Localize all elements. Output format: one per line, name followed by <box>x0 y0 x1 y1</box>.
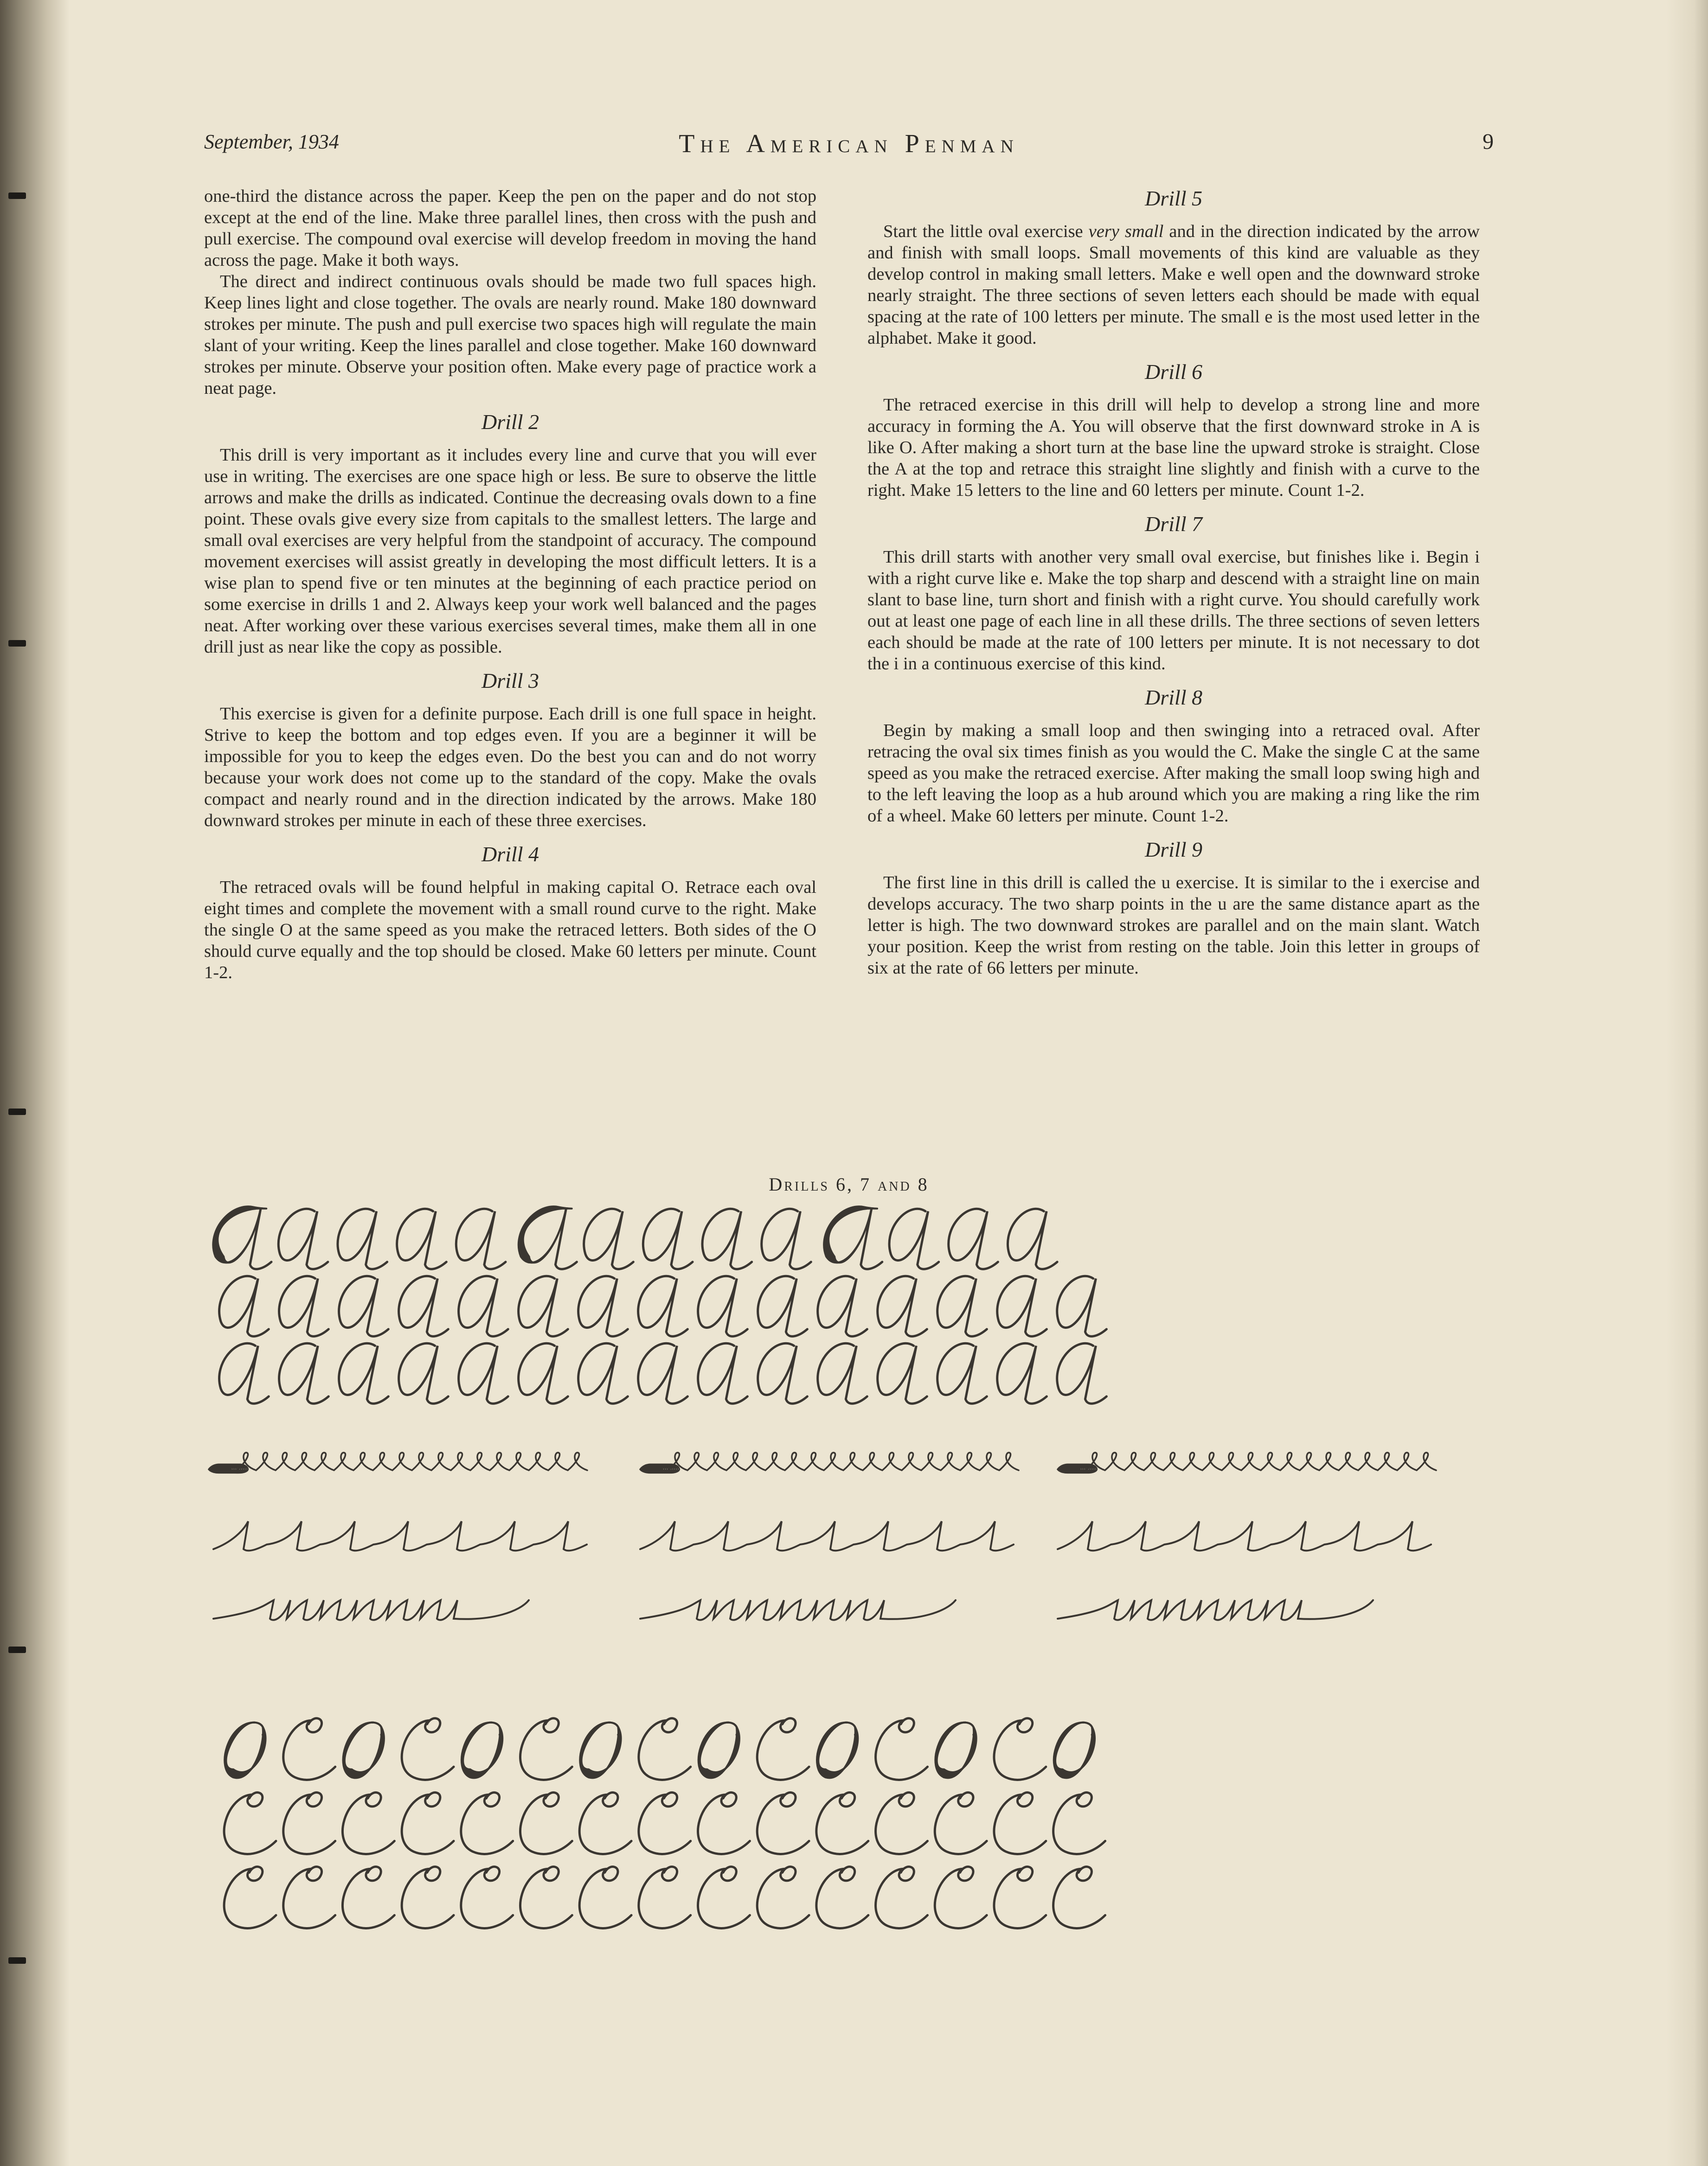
plate-caption: Drills 6, 7 and 8 <box>769 1174 929 1195</box>
drill-9-heading: Drill 9 <box>1145 838 1202 861</box>
script-a-row <box>213 1206 1057 1269</box>
left-column <box>204 186 816 983</box>
penmanship-specimen-drawing <box>204 1192 1494 2120</box>
drill-5-text-start: Start the little oval exercise <box>883 222 1089 241</box>
binding-tick-mark <box>8 192 26 199</box>
drill-5-emphasis: very small <box>1088 222 1164 241</box>
i-exercise-row <box>213 1521 1431 1551</box>
u-exercise-row <box>213 1600 1373 1620</box>
drill-8-heading: Drill 8 <box>1145 686 1202 709</box>
drill-4-text: The retraced ovals will be found helpful in making capital O. Retrace each oval eight times and complete the movement with a small round curve to the right. Make the single O at the same speed as you make the retraced letters. Both sides of the O should curve equally and the top should be closed. Make 60 letters per minute. Count 1-2. <box>204 878 816 982</box>
intro-paragraph: The direct and indirect continuous ovals should be made two full spaces high. Keep lines light and close together. The ovals are nearly round. Make 180 downward strokes per minute. The push and pull exercise two spaces high will regulate the main slant of your writing. Keep the lines parallel and close together. Make 160 downward strokes per minute. Observe your position often. Make every page of practice work a neat page. <box>204 272 816 398</box>
drill-6-heading: Drill 6 <box>1145 360 1202 384</box>
drill-6-text: The retraced exercise in this drill will help to develop a strong line and more accuracy in forming the A. You will observe that the first downward stroke in A is like O. After making a short turn at the base line the upward stroke is straight. Close the A at the top and retrace this straight line slightly and finish with a curve to the right. Make 15 letters to the line and 60 letters per minute. Count 1-2. <box>867 395 1480 500</box>
script-a-row <box>219 1276 1107 1336</box>
binding-tick-mark <box>8 1647 26 1653</box>
drill-2-text: This drill is very important as it includes every line and curve that you will ever use in writing. The exercises are one space high or less. Be sure to observe the little arrows and make the drills as indicated. Continue the decreasing ovals down to a fine point. These ovals give every size from capitals to the smallest letters. The large and small oval exercises are very helpful from the standpoint of accuracy. The compound movement exercises will assist greatly in developing the most difficult letters. It is a wise plan to spend five or ten minutes at the beginning of each practice period on some exercise in drills 1 and 2. Always keep your work well balanced and the pages neat. After working over these various exercises several times, make them all in one drill just as near like the copy as possible. <box>204 445 816 657</box>
publication-title: The American Penman <box>679 129 1019 158</box>
drill-5-heading: Drill 5 <box>1145 186 1202 210</box>
drill-4-heading: Drill 4 <box>482 842 539 866</box>
drill-2-heading: Drill 2 <box>482 410 539 434</box>
drill-8-text: Begin by making a small loop and then swinging into a retraced oval. After retracing the oval six times finish as you would the C. Make the single C at the same speed as you make the retraced exercise. After making the small loop swing high and to the left leaving the loop as a hub around which you are making a ring like the rim of a wheel. Make 60 letters per minute. Count 1-2. <box>867 721 1480 826</box>
drill-3-text: This exercise is given for a definite purpose. Each drill is one full space in height. Strive to keep the bottom and top edges even. If you are a beginner it will be impossible for you to keep the edges even. Do the best you can and do not worry because your work does not come up to the standard of the copy. Make the ovals compact and nearly round and in the direction indicated by the arrows. Make 180 downward strokes per minute in each of these three exercises. <box>204 704 816 830</box>
script-o-c-row <box>225 1718 1095 1780</box>
oval-e-exercise-row <box>209 1453 1436 1473</box>
script-a-row <box>219 1343 1107 1403</box>
drill-5-text <box>867 221 1480 349</box>
binding-tick-mark <box>8 640 26 647</box>
script-c-row <box>224 1867 1105 1929</box>
page-edge <box>1666 0 1708 2166</box>
binding-tick-mark <box>8 1957 26 1964</box>
binding-shadow <box>0 0 70 2166</box>
intro-paragraph: one-third the distance across the paper. Keep the pen on the paper and do not stop except at the end of the line. Make three parallel lines, then cross with the push and pull exercise. The compound oval exercise will develop freedom in moving the hand across the page. Make it both ways. <box>204 186 816 270</box>
drill-9-text: The first line in this drill is called the u exercise. It is similar to the i exercise and develops accuracy. The two sharp points in the u are the same distance apart as the letter is high. The two downward strokes are parallel and on the main slant. Watch your position. Keep the wrist from resting on the table. Join this letter in groups of six at the rate of 66 letters per minute. <box>867 873 1480 978</box>
right-column <box>867 186 1480 979</box>
drill-7-heading: Drill 7 <box>1145 512 1202 536</box>
binding-tick-mark <box>8 1109 26 1115</box>
running-head <box>204 125 1494 162</box>
drill-5-text-end: and in the direction indicated by the arrow and finish with small loops. Small movements of this kind are valuable as they develop control in making small letters. Make e well open and the downward stroke nearly straight. The three sections of seven letters each should be made with equal spacing at the rate of 100 letters per minute. The small e is the most used letter in the alphabet. Make it good. <box>867 222 1480 348</box>
issue-date: September, 1934 <box>204 130 339 153</box>
drill-3-heading: Drill 3 <box>482 669 539 692</box>
drill-7-text: This drill starts with another very small oval exercise, but finishes like i. Begin i with a right curve like e. Make the top sharp and descend with a straight line on main slant to base line, turn short and finish with a right curve. You should carefully work out at least one page of each line in all these drills. The three sections of seven letters each should be made at the rate of 100 letters per minute. It is not necessary to dot the i in a continuous exercise of this kind. <box>867 547 1480 673</box>
penmanship-plate <box>204 1192 1494 2120</box>
article-columns <box>204 186 1494 1289</box>
script-c-row <box>224 1793 1105 1854</box>
page-number: 9 <box>1483 129 1494 154</box>
magazine-page <box>204 125 1494 2120</box>
